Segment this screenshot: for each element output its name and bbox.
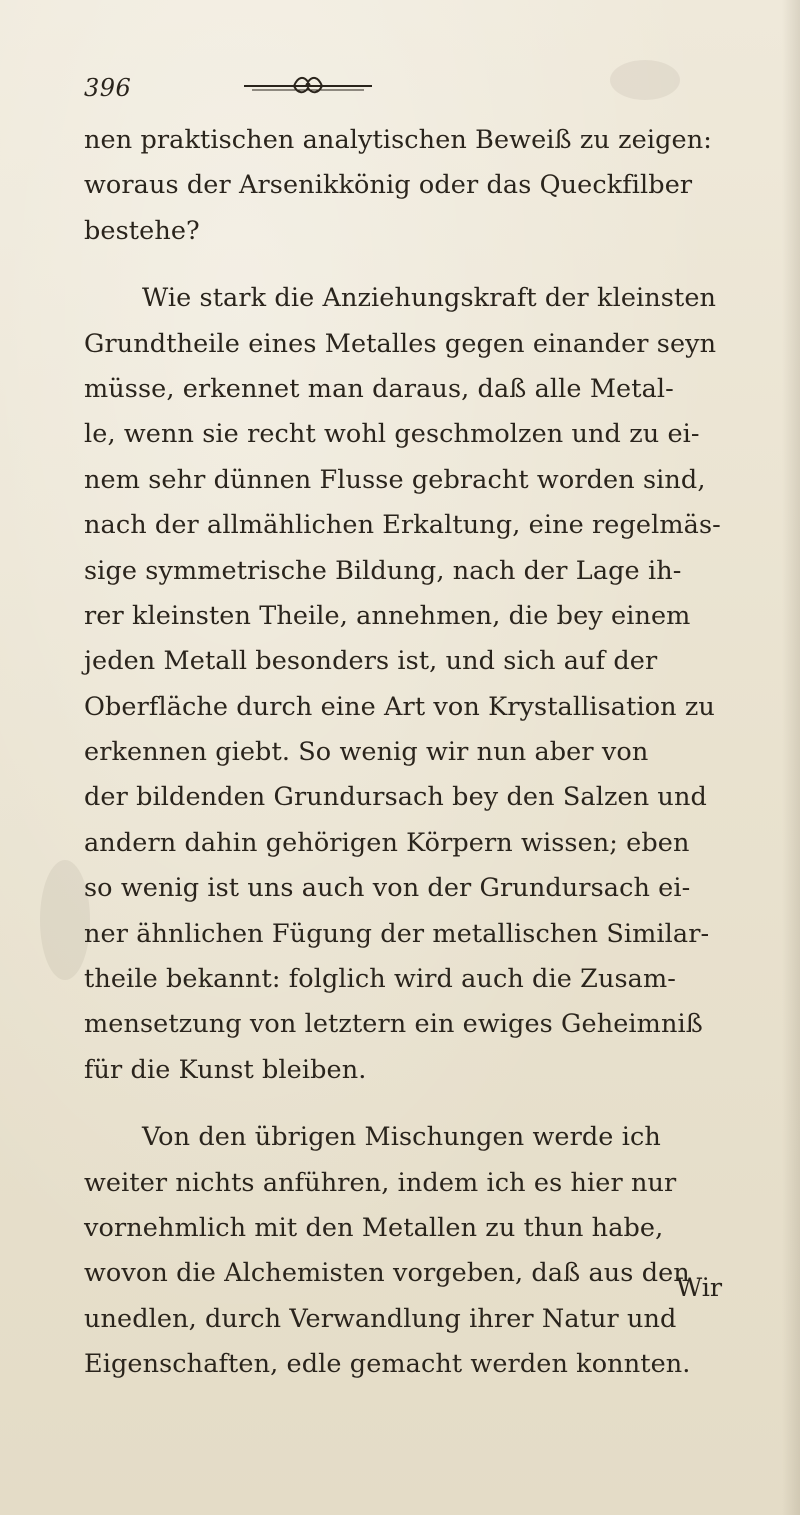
paragraph-gap [84,254,724,276]
text-line: unedlen, durch Verwandlung ihrer Natur und [84,1303,677,1334]
text-line: sige symmetrische Bildung, nach der Lage ih- [84,555,682,586]
text-line: erkennen giebt. So wenig wir nun aber von [84,737,649,768]
text-line: rer kleinsten Theile, annehmen, die bey einem [84,600,691,631]
text-line: Eigenschaften, edle gemacht werden konnten. [84,1349,691,1380]
page-header [84,66,724,106]
text-line: nem sehr dünnen Flusse gebracht worden sind, [84,464,706,495]
text-line: vornehmlich mit den Metallen zu thun habe, [84,1212,664,1243]
paper-stain [40,860,90,980]
text-line: so wenig ist uns auch von der Grundursach ei- [84,873,691,904]
text-line: müsse, erkennet man daraus, daß alle Metal- [84,373,674,404]
text-line: andern dahin gehörigen Körpern wissen; eben [84,827,690,858]
paragraph [84,276,724,1093]
text-line: theile bekannt: folglich wird auch die Zusam- [84,964,676,995]
body-text [84,118,724,1388]
text-line: le, wenn sie recht wohl geschmolzen und zu ei- [84,419,700,450]
text-line: nen praktischen analytischen Beweiß zu zeigen: [84,125,712,155]
text-line: Wie stark die Anziehungskraft der kleinsten [142,283,717,314]
ornament-rule-icon [238,66,378,106]
text-line: ner ähnlichen Fügung der metallischen Similar- [84,918,710,949]
text-line: wovon die Alchemisten vorgeben, daß aus den [84,1258,690,1289]
text-line: jeden Metall besonders ist, und sich auf der [84,646,658,677]
page-edge-shadow [782,0,800,1515]
paragraph [84,118,724,254]
text-line: mensetzung von letztern ein ewiges Geheimniß [84,1009,703,1040]
text-line: woraus der Arsenikkönig oder das Queckfilber [84,170,693,201]
text-line: weiter nichts anführen, indem ich es hier nur [84,1167,677,1198]
text-line: der bildenden Grundursach bey den Salzen und [84,782,707,813]
text-line: Oberfläche durch eine Art von Krystallisation zu [84,691,715,722]
paragraph [84,1115,724,1387]
catchword: Wir [676,1273,723,1303]
text-line: nach der allmählichen Erkaltung, eine regelmäs- [84,510,721,541]
text-line: für die Kunst bleiben. [84,1054,367,1085]
paragraph-gap [84,1093,724,1115]
text-line: Von den übrigen Mischungen werde ich [142,1122,661,1153]
text-line: bestehe? [84,215,200,246]
page-number: 396 [84,74,132,102]
text-line: Grundtheile eines Metalles gegen einander seyn [84,328,717,359]
